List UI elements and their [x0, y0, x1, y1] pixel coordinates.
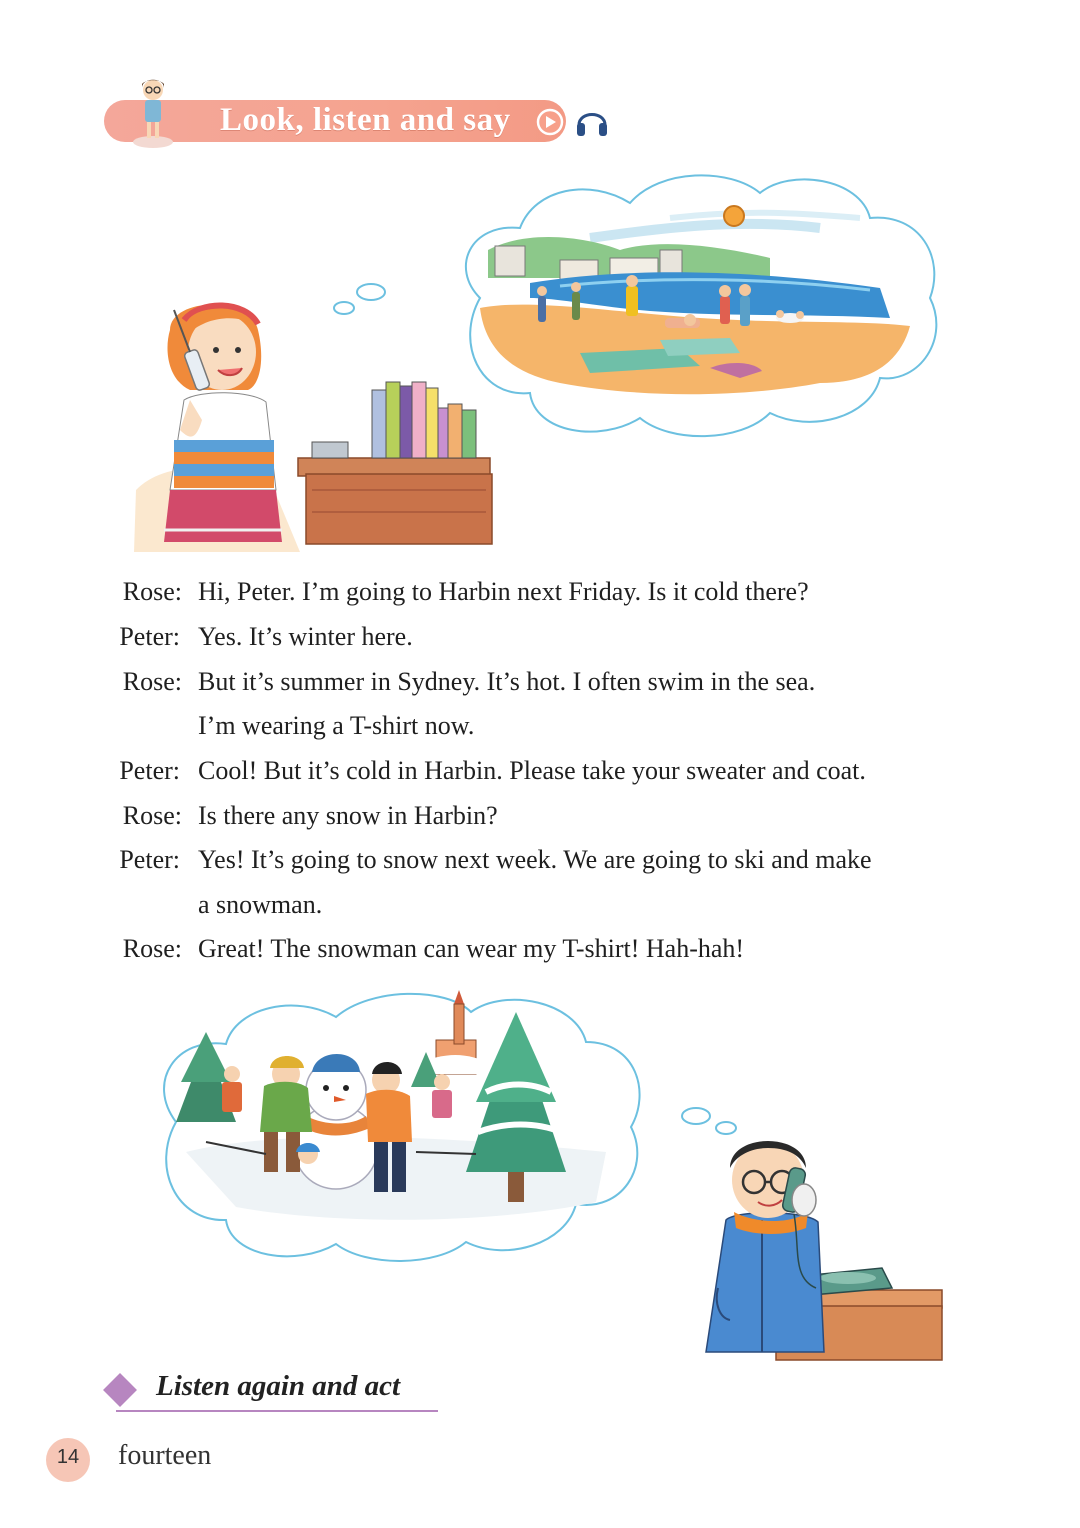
peter-on-phone-illustration — [696, 1128, 948, 1366]
speech-text: Hi, Peter. I’m going to Harbin next Friday. Is it cold there? — [198, 577, 809, 606]
speaker-label: Rose: — [122, 667, 182, 696]
section-title-look-listen-say: Look, listen and say — [220, 102, 511, 138]
play-icon[interactable] — [536, 108, 564, 136]
speech-text: Yes. It’s winter here. — [198, 622, 413, 651]
speaker-label: Rose: — [122, 934, 182, 963]
headphones-icon[interactable] — [574, 103, 610, 139]
speaker-label: Rose: — [122, 801, 182, 830]
page-number: 14 — [56, 1446, 80, 1468]
section-underline — [116, 1410, 438, 1412]
snowman-thought-cloud-illustration — [146, 982, 646, 1268]
speech-text: Is there any snow in Harbin? — [198, 801, 498, 830]
speaker-label: Peter: — [119, 756, 180, 785]
speaker-label: Rose: — [122, 577, 182, 606]
mascot-girl-icon — [130, 76, 176, 150]
speech-text: But it’s summer in Sydney. It’s hot. I often swim in the sea. — [198, 667, 816, 696]
speech-text: a snowman. — [198, 890, 323, 919]
speech-text: Great! The snowman can wear my T-shirt! Hah-hah! — [198, 934, 745, 963]
speech-text: I’m wearing a T-shirt now. — [198, 711, 475, 740]
section-diamond-icon — [103, 1373, 137, 1407]
speaker-label: Peter: — [119, 622, 180, 651]
page-number-word: fourteen — [118, 1440, 212, 1471]
speech-text: Cool! But it’s cold in Harbin. Please take your sweater and coat. — [198, 756, 866, 785]
beach-thought-cloud-illustration — [440, 168, 950, 448]
section-heading-listen-again: Listen again and act — [156, 1370, 401, 1402]
speaker-label: Peter: — [119, 845, 180, 874]
speech-text: Yes! It’s going to snow next week. We are going to ski and make — [198, 845, 872, 874]
rose-on-phone-illustration — [130, 290, 500, 552]
